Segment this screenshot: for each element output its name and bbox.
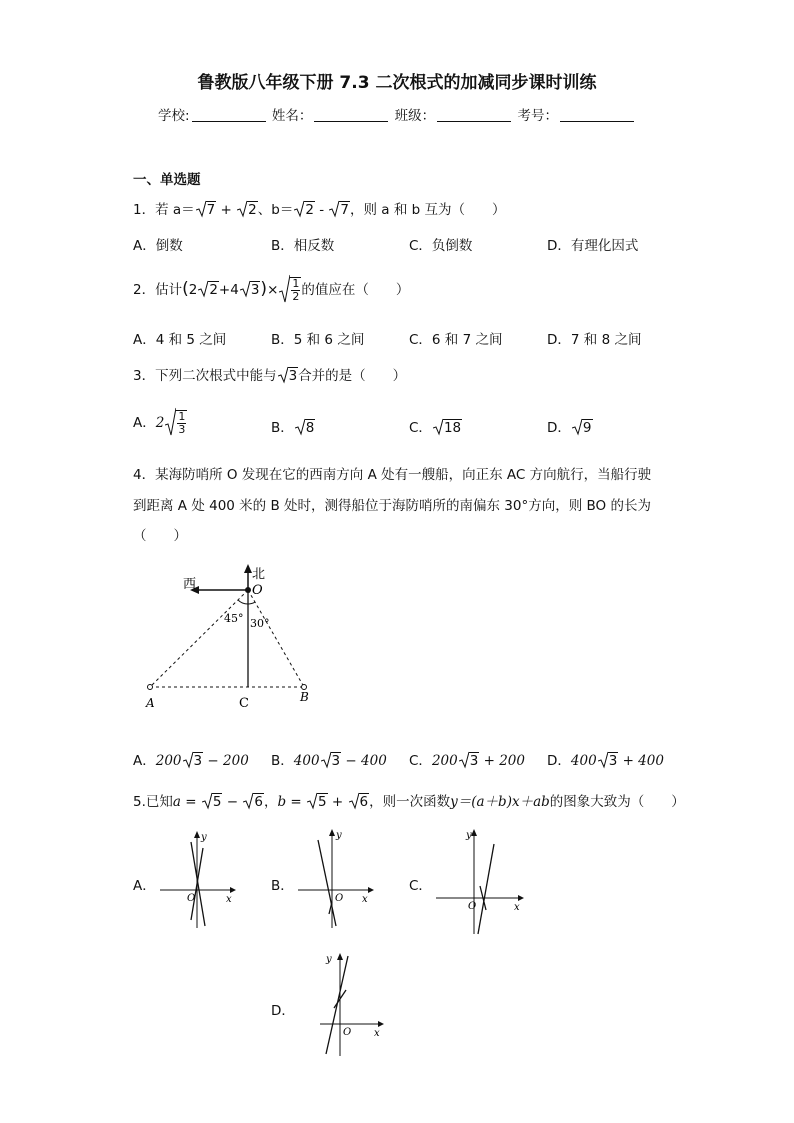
option-label: A．: [133, 415, 156, 431]
question-2: [133, 277, 409, 303]
open-paren: (: [182, 279, 189, 299]
sqrt-2: [198, 282, 219, 298]
q4-option-a[interactable]: [133, 749, 249, 769]
q5-graph-d[interactable]: [318, 950, 388, 1060]
axis-x-label: x: [362, 894, 368, 905]
tail: − 200: [203, 753, 249, 769]
section-heading: 一、单选题: [133, 172, 201, 188]
radicand: 6: [359, 794, 369, 810]
coef: 400: [570, 753, 597, 769]
var-b: b: [277, 794, 287, 810]
q2-option-a[interactable]: A．4 和 5 之间: [133, 332, 227, 348]
segment-ob: [248, 590, 304, 687]
label-b: B: [300, 690, 309, 704]
axis-y-label: y: [336, 830, 342, 841]
close-paren: ): [260, 279, 268, 299]
q5-option-a-label[interactable]: A．: [133, 878, 156, 894]
q5-prefix: 5.已知: [133, 794, 173, 810]
eq: =: [286, 794, 307, 810]
sqrt-half: [279, 277, 301, 303]
q5-graph-a[interactable]: [158, 828, 238, 930]
class-blank[interactable]: [437, 109, 511, 122]
coef: 400: [293, 753, 320, 769]
sqrt-3: [598, 753, 619, 769]
north-arrow-head: [244, 564, 252, 573]
point-a: [148, 685, 153, 690]
option-label: B．: [271, 753, 294, 769]
q1-sep: 、b＝: [257, 202, 294, 218]
school-label: 学校:: [158, 108, 190, 124]
radicand: 2: [248, 202, 257, 218]
axis-x-label: x: [514, 902, 520, 913]
segment-oa: [150, 590, 248, 687]
origin-label: O: [187, 893, 196, 904]
sqrt-5: [307, 794, 328, 810]
q2-option-c[interactable]: C．6 和 7 之间: [409, 332, 503, 348]
label-30: 30°: [250, 617, 270, 630]
number-blank[interactable]: [560, 109, 634, 122]
angle-45-arc: [238, 600, 248, 604]
radicand: 5: [318, 794, 327, 810]
q1-option-a[interactable]: A．倒数: [133, 238, 183, 254]
radicand: 3: [250, 282, 260, 298]
axis-x-label: x: [374, 1028, 380, 1039]
comma: ，: [263, 794, 278, 810]
sqrt-18: [433, 420, 462, 436]
sqrt-third: [165, 410, 187, 436]
q2-option-d[interactable]: D．7 和 8 之间: [547, 332, 642, 348]
sqrt-3: [278, 368, 299, 384]
q1-option-d[interactable]: D．有理化因式: [547, 238, 639, 254]
q4-figure: [140, 560, 330, 712]
q3-tail: 合并的是（ ）: [298, 368, 407, 384]
name-blank[interactable]: [314, 109, 388, 122]
question-4-line-2: 到距离 A 处 400 米的 B 处时，测得船位于海防哨所的南偏东 30°方向，则 BO 的长为: [133, 498, 651, 514]
name-label: 姓名：: [271, 108, 313, 124]
radicand: 2: [209, 282, 218, 298]
numerator: 1: [178, 410, 186, 423]
coef: 200: [431, 753, 458, 769]
q2-prefix: 2．估计: [133, 282, 183, 298]
student-info-line: [0, 104, 794, 124]
sqrt-3: [240, 282, 261, 298]
axis-y-label: y: [326, 954, 332, 965]
label-45: 45°: [224, 612, 244, 625]
q5-option-d-label[interactable]: D．: [271, 1003, 295, 1019]
sqrt-2: [237, 202, 258, 218]
radicand: 9: [582, 420, 592, 436]
minus: −: [222, 794, 243, 810]
option-label: B．: [271, 420, 294, 436]
sqrt-8: [295, 420, 316, 436]
radicand: 3: [469, 753, 479, 769]
fraction-half: [290, 277, 301, 303]
school-blank[interactable]: [192, 109, 266, 122]
q2-option-b[interactable]: B．5 和 6 之间: [271, 332, 365, 348]
q1-plus: +: [216, 202, 237, 218]
option-label: C．: [409, 420, 432, 436]
label-a: A: [146, 696, 155, 710]
radicand: 3: [193, 753, 203, 769]
q5-mid: ，则一次函数: [369, 794, 451, 810]
sqrt-6: [243, 794, 264, 810]
sqrt-9: [572, 420, 593, 436]
q3-option-d[interactable]: [547, 416, 593, 436]
tail: − 400: [341, 753, 387, 769]
question-4-line-3: （ ）: [133, 528, 187, 544]
q2-coef: 2: [188, 282, 198, 298]
sqrt-7: [329, 202, 350, 218]
times-sign: ×: [267, 282, 279, 298]
q5-tail: 的图象大致为（ ）: [549, 794, 685, 810]
label-west: 西: [183, 577, 197, 592]
sqrt-7: [196, 202, 217, 218]
q1-option-b[interactable]: B．相反数: [271, 238, 335, 254]
angle-30-arc: [248, 602, 255, 604]
sqrt-3: [459, 753, 480, 769]
sqrt-6: [349, 794, 370, 810]
tail: + 400: [618, 753, 664, 769]
q5-option-b-label[interactable]: B．: [271, 878, 294, 894]
sqrt-3: [321, 753, 342, 769]
function-expression: y＝(a＋b)x＋ab: [450, 794, 550, 810]
label-c: C: [239, 696, 249, 711]
q3-option-b[interactable]: [271, 416, 315, 436]
q4-option-d[interactable]: [547, 749, 664, 769]
numerator: 1: [292, 277, 300, 290]
radicand: 6: [254, 794, 263, 810]
radicand: 3: [331, 753, 341, 769]
radicand: 3: [288, 368, 298, 384]
axis-y-label: y: [466, 830, 472, 841]
coef: 200: [155, 753, 182, 769]
q2-coef-b: +4: [218, 282, 239, 298]
q1-tail: ，则 a 和 b 互为（ ）: [349, 202, 506, 218]
label-north: 北: [252, 567, 266, 582]
page-title: 鲁教版八年级下册 7.3 二次根式的加减同步课时训练: [197, 73, 597, 93]
q2-tail: 的值应在（ ）: [301, 282, 410, 298]
question-4-line-1: 4．某海防哨所 O 发现在它的西南方向 A 处有一艘船，向正东 AC 方向航行，当船行驶: [133, 467, 652, 483]
radicand: 18: [443, 420, 462, 436]
fraction-third: [176, 410, 187, 436]
q1-minus: -: [314, 202, 329, 218]
q5-graph-c[interactable]: [434, 826, 530, 936]
q1-option-c[interactable]: C．负倒数: [409, 238, 473, 254]
eq: =: [180, 794, 201, 810]
sqrt-3: [183, 753, 204, 769]
question-3: [133, 364, 406, 384]
radicand: 3: [608, 753, 618, 769]
radicand: 8: [305, 420, 315, 436]
q1-prefix: 1．若 a＝: [133, 202, 195, 218]
label-o: O: [252, 583, 263, 598]
origin-label: O: [343, 1027, 352, 1038]
radicand: 5: [212, 794, 222, 810]
radicand: 2: [305, 202, 314, 218]
q5-option-c-label[interactable]: C．: [409, 878, 432, 894]
var-a: a: [172, 794, 181, 810]
denominator: 3: [178, 423, 186, 436]
question-1: [133, 198, 506, 218]
plus: +: [327, 794, 348, 810]
q3-prefix: 3．下列二次根式中能与: [133, 368, 277, 384]
option-label: A．: [133, 753, 156, 769]
sqrt-5: [202, 794, 223, 810]
class-label: 班级：: [394, 108, 436, 124]
q5-graph-b[interactable]: [296, 826, 376, 930]
origin-label: O: [335, 893, 344, 904]
q3-option-c[interactable]: [409, 416, 462, 436]
point-b: [302, 685, 307, 690]
option-label: D．: [547, 753, 571, 769]
q4-option-b[interactable]: [271, 749, 387, 769]
axis-x-label: x: [226, 894, 232, 905]
sqrt-2: [294, 202, 315, 218]
tail: + 200: [479, 753, 525, 769]
radicand: 7: [340, 202, 349, 218]
denominator: 2: [292, 290, 300, 303]
option-coef: 2: [155, 415, 165, 431]
number-label: 考号：: [517, 108, 558, 124]
question-5: [133, 790, 685, 810]
axis-y-label: y: [201, 832, 207, 843]
option-label: D．: [547, 420, 571, 436]
q4-option-c[interactable]: [409, 749, 525, 769]
radicand: 7: [206, 202, 216, 218]
origin-label: O: [468, 901, 477, 912]
option-label: C．: [409, 753, 432, 769]
q3-option-a[interactable]: [133, 410, 187, 436]
